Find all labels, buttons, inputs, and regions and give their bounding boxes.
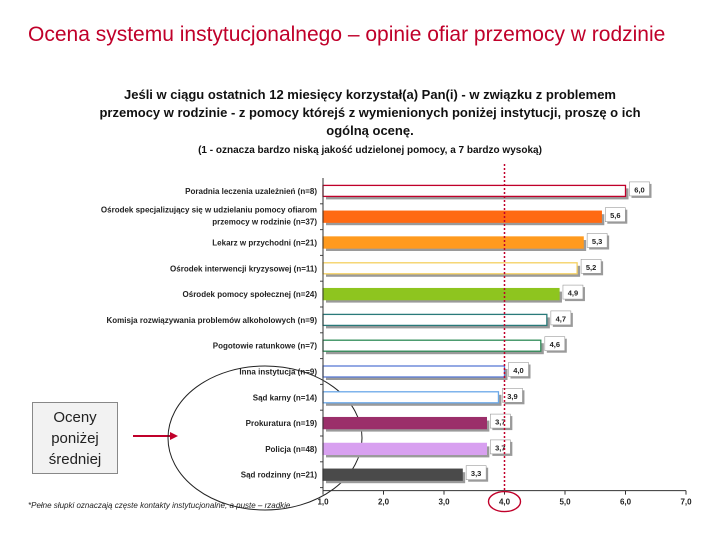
value-label: 5,2 bbox=[585, 262, 597, 272]
bar bbox=[323, 263, 577, 274]
survey-question: Jeśli w ciągu ostatnich 12 miesięcy korzystał(a) Pan(i) - w związku z problemem przemocy w rodzinie - z pomocy którejś z wymienionych poniżej instytucji, proszę o ich ogólną ocenę. bbox=[99, 87, 641, 138]
x-tick-label: 2,0 bbox=[377, 497, 390, 507]
category-label: Ośrodek pomocy społecznej (n=24) bbox=[182, 290, 317, 300]
below-average-ellipse bbox=[168, 366, 362, 510]
bar bbox=[323, 211, 601, 222]
bar bbox=[323, 418, 486, 429]
category-label: Komisja rozwiązywania problemów alkoholowych (n=9) bbox=[106, 315, 317, 325]
value-label: 4,7 bbox=[555, 314, 567, 324]
bar bbox=[323, 392, 498, 403]
callout-arrowhead bbox=[170, 432, 178, 440]
category-label: Sąd rodzinny (n=21) bbox=[240, 470, 317, 480]
category-label: Poradnia leczenia uzależnień (n=8) bbox=[185, 186, 317, 196]
slide-title: Ocena systemu instytucjonalnego – opinie ofiar przemocy w rodzinie bbox=[28, 23, 666, 46]
category-label: Pogotowie ratunkowe (n=7) bbox=[212, 341, 317, 351]
category-label: Sąd karny (n=14) bbox=[252, 393, 317, 403]
x-tick-label: 5,0 bbox=[559, 497, 571, 507]
category-label: Lekarz w przychodni (n=21) bbox=[212, 238, 317, 248]
bar bbox=[323, 237, 583, 248]
value-label: 5,3 bbox=[591, 237, 603, 246]
category-label: Inna instytucja (n=9) bbox=[239, 367, 317, 377]
category-label: Policja (n=48) bbox=[265, 444, 317, 454]
value-label: 5,6 bbox=[610, 211, 621, 221]
value-label: 3,3 bbox=[470, 469, 482, 479]
category-label: Prokuratura (n=19) bbox=[245, 419, 317, 429]
category-label: przemocy w rodzinie (n=37) bbox=[212, 217, 317, 227]
below-average-callout: Oceny poniżej średniej bbox=[32, 402, 118, 474]
value-label: 3,7 bbox=[495, 443, 506, 453]
category-label: Ośrodek specjalizujący się w udzielaniu pomocy ofiarom bbox=[100, 205, 317, 215]
bar bbox=[323, 340, 541, 351]
bar bbox=[323, 469, 462, 480]
category-label: Ośrodek interwencji kryzysowej (n=11) bbox=[170, 264, 317, 274]
value-label: 4,0 bbox=[513, 366, 524, 375]
bar bbox=[323, 314, 547, 325]
bar bbox=[323, 289, 559, 300]
scale-note: (1 - oznacza bardzo niską jakość udzielonej pomocy, a 7 bardzo wysoką) bbox=[198, 145, 542, 156]
bar bbox=[323, 185, 626, 196]
x-tick-label: 3,0 bbox=[438, 497, 450, 507]
footnote: *Pełne słupki oznaczają częste kontakty instytucjonalne, a puste – rzadkie bbox=[28, 501, 291, 510]
x-tick-label: 7,0 bbox=[680, 497, 692, 507]
bar bbox=[323, 443, 486, 454]
value-label: 4,9 bbox=[567, 288, 579, 298]
x-tick-label: 6,0 bbox=[619, 497, 632, 507]
bar bbox=[323, 366, 505, 377]
x-tick-label: 1,0 bbox=[317, 497, 329, 507]
value-label: 3,9 bbox=[507, 391, 518, 401]
value-label: 4,6 bbox=[549, 340, 561, 350]
value-label: 3,7 bbox=[495, 417, 506, 427]
x-tick-label: 4,0 bbox=[498, 497, 511, 507]
value-label: 6,0 bbox=[634, 185, 645, 195]
